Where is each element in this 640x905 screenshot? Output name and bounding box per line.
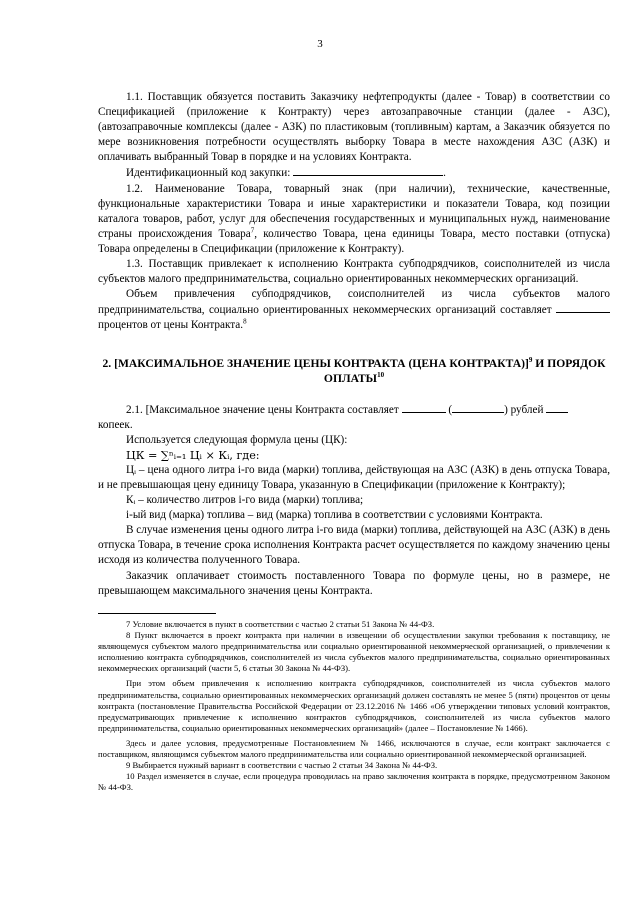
paragraph-1-2-text-b: , количество Товара, цена единицы Товара, место поставки (отпуска) Товара определены в Спецификации (приложение к Контракту). (98, 227, 610, 255)
footnote-ref-7: 7 (250, 226, 255, 235)
procurement-id-line (98, 165, 610, 181)
definition-quantity: Кᵢ – количество литров i-го вида (марки) топлива; (126, 494, 364, 507)
footnote-7: 7 Условие включается в пункт в соответствии с частью 2 статьи 51 Закона № 44-ФЗ. (126, 619, 435, 629)
footnote-9: 9 Выбирается нужный вариант в соответствии с частью 2 статьи 34 Закона № 44-ФЗ. (126, 760, 438, 771)
document-body (98, 90, 610, 599)
price-words-blank (452, 402, 504, 413)
paragraph-2-1 (98, 402, 610, 418)
footnote-ref-8: 8 (243, 317, 247, 326)
paragraph-price-change: В случае изменения цены одного литра i-го вида (марки) топлива, действующей на АЗС (АЗК) в день отпуска Товара, в течение срока исполнения Контракта расчет осуществляется по каждому значению цены исходя из количества полученного Товара. (98, 524, 610, 567)
footnotes (98, 619, 610, 793)
footnote-ref-9: 9 (528, 355, 533, 364)
paragraph-volume (98, 287, 610, 333)
heading-text-a: 2. [МАКСИМАЛЬНОЕ ЗНАЧЕНИЕ ЦЕНЫ КОНТРАКТА (ЦЕНА КОНТРАКТА)] (102, 356, 529, 370)
footnote-8: 8 Пункт включается в проект контракта при наличии в извещении об осуществлении закупки требования к поставщику, не являющемуся субъектом малого предпринимательства или социально ориентированной некоммерческой организацией, о привлечении к исполнению контракта субподрядчиков, соисполнителей из числа субъектов малого предпринимательства, социально ориентированных некоммерческих организаций (части 5, 6 статьи 30 Закона № 44-ФЗ). (98, 630, 610, 674)
price-amount-blank (402, 402, 446, 413)
procurement-id-label: Идентификационный код закупки: (126, 167, 291, 180)
section-2-heading (98, 356, 610, 386)
formula-intro: Используется следующая формула цены (ЦК): (126, 433, 348, 446)
paragraph-1-2-text-a: 1.2. Наименование Товара, товарный знак (при наличии), технические, качественные, функциональные характеристики Товара и иные характеристики и показатели Товара, код позиции каталога товаров, работ, услуг для обеспечения государственных и муниципальных нужд, наименование страны происхождения Товара (98, 182, 610, 240)
footnote-10: 10 Раздел изменяется в случае, если процедура проводилась на право заключения контракта в порядке, предусмотренном Законом № 44-ФЗ. (98, 771, 610, 793)
volume-percent-blank (556, 302, 610, 313)
paragraph-2-1-kopecks: копеек. (98, 418, 133, 431)
paragraph-payment: Заказчик оплачивает стоимость поставленного Товара по формуле цены, но в размере, не превышающем максимального значения цены Контракта. (98, 569, 610, 597)
page-number: 3 (317, 38, 323, 50)
price-text-c: ) рублей (504, 403, 544, 416)
footnote-ref-10: 10 (377, 370, 385, 379)
procurement-id-end: . (443, 167, 446, 180)
footnote-8-continued: При этом объем привлечения к исполнению контракта субподрядчиков, соисполнителей из числа субъектов малого предпринимательства, социально ориентированных некоммерческих организаций должен составлять не менее 5 (пяти) процентов от цены контракта (постановление Правительства Российской Федерации от 23.12.2016 № 1466 «Об утверждении типовых условий контрактов, предусматривающих привлечение к исполнению контрактов субподрядчиков, соисполнителей из числа субъектов малого предпринимательства, социально ориентированных некоммерческих организаций» (далее – Постановление № 1466). (98, 678, 610, 733)
paragraph-1-1: 1.1. Поставщик обязуется поставить Заказчику нефтепродукты (далее - Товар) в соответствии со Спецификацией (приложение к Контракту) через автозаправочные станции (далее - АЗС), (автозаправочные комплексы (далее - АЗК) по пластиковым (топливным) картам, а Заказчик обязуется по мере возникновения потребности осуществлять выборку Товара в месте нахождения АЗС (АЗК) и оплачивать выбранный Товар в порядке и на условиях Контракта. (98, 91, 610, 164)
footnote-8-note: Здесь и далее условия, предусмотренные Постановлением № 1466, исключаются в случае, если контракт заключается с поставщиком, являющимся субъектом малого предпринимательства или социально ориентированной некоммерческой организацией. (98, 737, 610, 760)
volume-text-a: Объем привлечения субподрядчиков, соисполнителей из числа субъектов малого предпринимательства, социально ориентированных некоммерческих организаций составляет (98, 288, 610, 317)
volume-text-b: процентов от цены Контракта. (98, 319, 244, 332)
price-text-b: ( (445, 403, 453, 416)
heading-text-b: И ПОРЯДОК ОПЛАТЫ (323, 356, 606, 385)
paragraph-1-2 (98, 182, 610, 257)
definition-fuel-type: i-ый вид (марка) топлива – вид (марка) топлива в соответствии с условиями Контракта. (126, 509, 543, 522)
price-formula: ЦК = ∑ⁿᵢ₌₁ Цᵢ × Кᵢ, где: (126, 448, 260, 462)
definition-price: Цᵢ – цена одного литра i-го вида (марки) топлива, действующая на АЗС (АЗК) в день отпуска Товара, и не превышающая цену единицу Товара, указанную в Спецификации (приложение к Контракту); (98, 463, 610, 491)
procurement-id-blank (293, 165, 443, 176)
price-text-a: 2.1. [Максимальное значение цены Контракта составляет (126, 403, 399, 416)
price-kopecks-blank (546, 402, 568, 413)
paragraph-1-3: 1.3. Поставщик привлекает к исполнению Контракта субподрядчиков, соисполнителей из числа субъектов малого предпринимательства, социально ориентированных некоммерческих организаций. (98, 258, 610, 286)
footnote-separator (98, 613, 216, 614)
